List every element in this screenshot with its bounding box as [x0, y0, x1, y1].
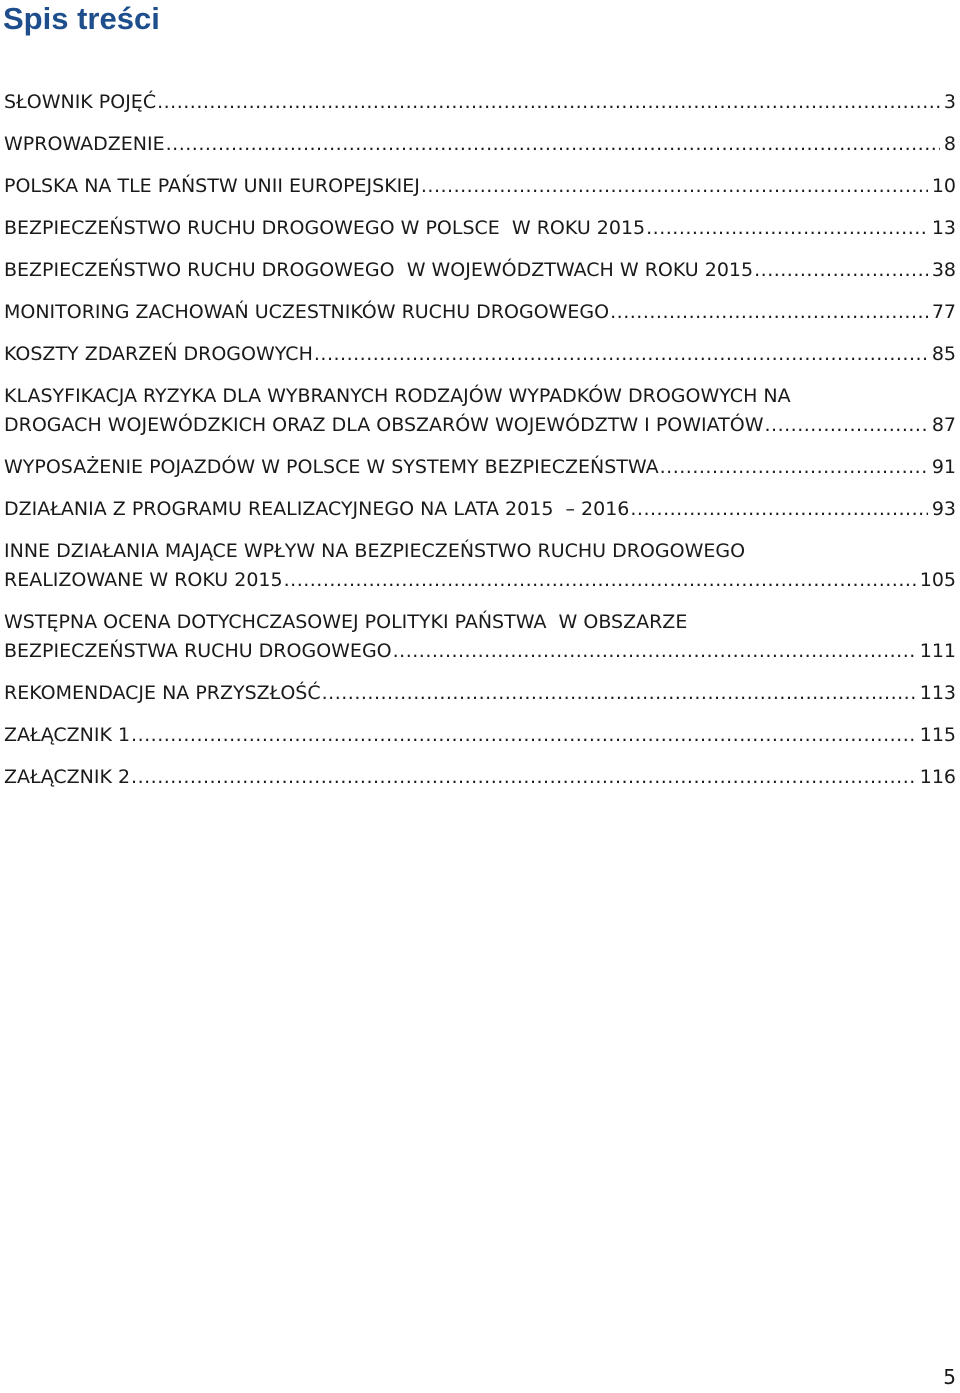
toc-entry-label: DZIAŁANIA Z PROGRAMU REALIZACYJNEGO NA LATA 2015 – 2016 — [4, 498, 630, 520]
toc-page-number: 8 — [943, 133, 956, 155]
toc-row — [4, 298, 956, 327]
toc-entry-label: DROGACH WOJEWÓDZKICH ORAZ DLA OBSZARÓW WOJEWÓDZTW I POWIATÓW — [4, 414, 764, 436]
toc-entry-label: REALIZOWANE W ROKU 2015 — [4, 569, 283, 591]
toc-row — [4, 256, 956, 285]
toc-row — [4, 763, 956, 792]
toc-entry[interactable] — [4, 172, 956, 201]
toc-page-number: 77 — [931, 301, 956, 323]
toc-row — [4, 637, 956, 666]
toc-entry[interactable] — [4, 763, 956, 792]
toc-entry-label: BEZPIECZEŃSTWA RUCHU DROGOWEGO — [4, 640, 392, 662]
toc-page-number: 113 — [919, 682, 956, 704]
toc-entry-label: ZAŁĄCZNIK 1 — [4, 724, 131, 746]
toc-entry-label: WYPOSAŻENIE POJAZDÓW W POLSCE W SYSTEMY BEZPIECZEŃSTWA — [4, 456, 659, 478]
toc-row — [4, 679, 956, 708]
toc-row — [4, 172, 956, 201]
toc-entry[interactable] — [4, 256, 956, 285]
toc-entry-label: WPROWADZENIE — [4, 133, 165, 155]
toc-dot-leader — [131, 763, 916, 792]
toc-page-number: 13 — [931, 217, 956, 239]
toc-entry-label: MONITORING ZACHOWAŃ UCZESTNIKÓW RUCHU DROGOWEGO — [4, 301, 610, 323]
toc-page-number: 93 — [931, 498, 956, 520]
toc-row — [4, 214, 956, 243]
toc-entry[interactable] — [4, 340, 956, 369]
toc-row — [4, 495, 956, 524]
toc-dot-leader — [131, 721, 916, 750]
toc-entry[interactable] — [4, 214, 956, 243]
toc-dot-leader — [421, 172, 928, 201]
toc-page-number: 10 — [931, 175, 956, 197]
toc-row — [4, 130, 956, 159]
toc-page-number: 91 — [931, 456, 956, 478]
toc-entry-label: KOSZTY ZDARZEŃ DROGOWYCH — [4, 343, 313, 365]
toc-entry-label: BEZPIECZEŃSTWO RUCHU DROGOWEGO W WOJEWÓDZTWACH W ROKU 2015 — [4, 259, 754, 281]
toc-entry[interactable] — [4, 382, 956, 440]
toc-page-number: 116 — [919, 766, 956, 788]
toc-row — [4, 411, 956, 440]
toc-entry-label: POLSKA NA TLE PAŃSTW UNII EUROPEJSKIEJ — [4, 175, 420, 197]
toc-dot-leader — [314, 340, 928, 369]
toc-entry[interactable] — [4, 130, 956, 159]
toc-entry[interactable] — [4, 298, 956, 327]
toc-dot-leader — [393, 637, 916, 666]
toc-entry-label: ZAŁĄCZNIK 2 — [4, 766, 131, 788]
toc-entry-label: REKOMENDACJE NA PRZYSZŁOŚĆ — [4, 682, 321, 704]
toc-dot-leader — [646, 214, 928, 243]
toc-dot-leader — [157, 88, 940, 117]
toc-dot-leader — [660, 453, 928, 482]
toc-entry[interactable] — [4, 679, 956, 708]
toc-page-number: 85 — [931, 343, 956, 365]
toc-dot-leader — [284, 566, 916, 595]
toc-page-number: 87 — [931, 414, 956, 436]
toc-entry[interactable] — [4, 88, 956, 117]
toc-row — [4, 721, 956, 750]
toc-dot-leader — [166, 130, 940, 159]
toc-entry-label-line1: KLASYFIKACJA RYZYKA DLA WYBRANYCH RODZAJÓW WYPADKÓW DROGOWYCH NA — [4, 385, 791, 407]
toc-entry-label-line1: INNE DZIAŁANIA MAJĄCE WPŁYW NA BEZPIECZEŃSTWO RUCHU DROGOWEGO — [4, 540, 746, 562]
page-number: 5 — [943, 1365, 956, 1389]
toc-entry[interactable] — [4, 453, 956, 482]
toc-entry[interactable] — [4, 608, 956, 666]
toc-dot-leader — [754, 256, 928, 285]
toc-entry-label: SŁOWNIK POJĘĆ — [4, 91, 157, 113]
toc-dot-leader — [322, 679, 916, 708]
page-title: Spis treści — [3, 1, 160, 36]
table-of-contents — [4, 88, 956, 805]
toc-page-number: 105 — [919, 569, 956, 591]
toc-dot-leader — [610, 298, 928, 327]
toc-page-number: 3 — [943, 91, 956, 113]
toc-entry[interactable] — [4, 721, 956, 750]
toc-entry-label: BEZPIECZEŃSTWO RUCHU DROGOWEGO W POLSCE W ROKU 2015 — [4, 217, 646, 239]
toc-page-number: 115 — [919, 724, 956, 746]
toc-row — [4, 453, 956, 482]
toc-row — [4, 566, 956, 595]
toc-page-number: 111 — [919, 640, 956, 662]
toc-page-number: 38 — [931, 259, 956, 281]
toc-entry[interactable] — [4, 495, 956, 524]
toc-entry[interactable] — [4, 537, 956, 595]
toc-entry-label-line1: WSTĘPNA OCENA DOTYCHCZASOWEJ POLITYKI PAŃSTWA W OBSZARZE — [4, 611, 688, 633]
toc-row — [4, 340, 956, 369]
toc-dot-leader — [630, 495, 927, 524]
toc-row — [4, 88, 956, 117]
toc-dot-leader — [765, 411, 928, 440]
